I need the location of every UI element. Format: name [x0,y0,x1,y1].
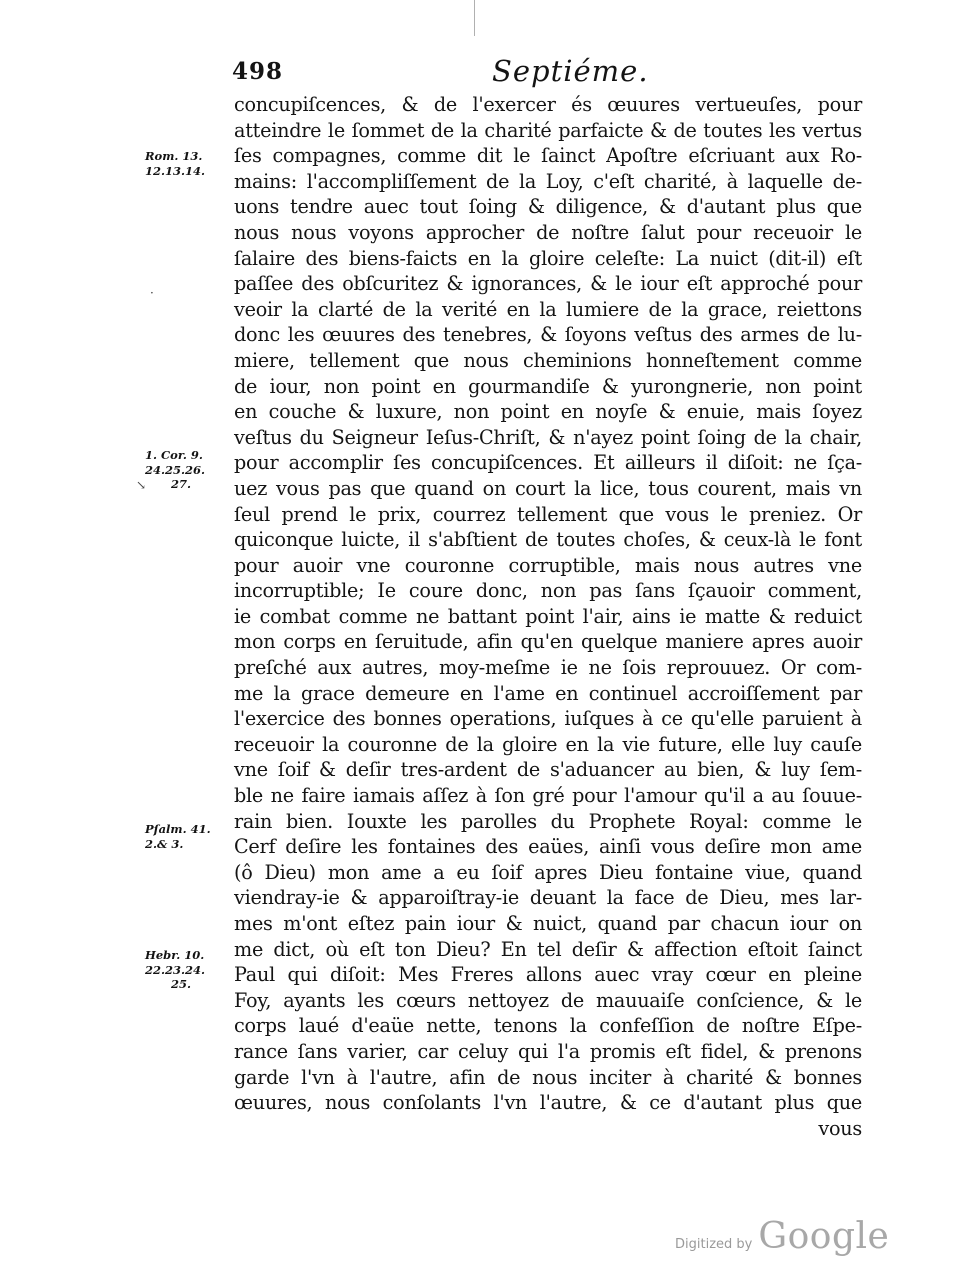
text-line: uons tendre auec tout ſoing & diligence, & d'autant plus que [234,195,862,219]
text-line: mes m'ont eſtez pain iour & nuict, quand par chacun iour on [234,912,862,935]
text-line: veoir la clarté de la verité en la lumiere de la grace, reiettons [234,297,862,321]
google-logo: Google [758,1216,890,1257]
margin-note-hebrews [145,948,225,992]
text-line: pour accomplir ſes concupiſcences. Et ailleurs il diſoit: ne ſça- [234,451,862,475]
ink-speck: ↘ [136,478,147,492]
digitized-label: Digitized by [675,1237,753,1252]
text-line: en couche & luxure, non point en noyſe & enuie, mais ſoyez [234,400,862,424]
margin-note-reference: Hebr. 10. [145,948,205,962]
margin-note-verses-cont: 25. [171,977,192,991]
text-line: uez vous pas que quand on court la lice, tous courent, mais vn [234,476,862,500]
gutter-rule [474,0,475,36]
margin-note-verses: 12.13.14. [145,163,206,178]
text-line: receuoir la couronne de la gloire en la vie future, elle luy cauſe [234,732,862,756]
digitized-by-google-watermark [675,1216,889,1257]
margin-note-verses: 22.23.24. [145,962,206,977]
running-head: Septiéme. [492,54,649,88]
text-line: vne ſoif & deſir tres-ardent de s'aduancer au bien, & luy ſem- [234,758,862,782]
text-line: me la grace demeure en l'ame en continuel accroiſſement par [234,681,862,705]
text-line: l'exercice des bonnes operations, iuſques à ce qu'elle paruient à [234,707,862,731]
text-line: Paul qui diſoit: Mes Freres allons auec vray cœur en pleine [234,963,862,987]
text-line: ſalaire des biens-faicts en la gloire celeſte: La nuict (dit-il) eſt [234,246,862,270]
text-line: Foy, ayants les cœurs nettoyez de mauuaiſe conſcience, & le [234,988,862,1012]
text-line: rain bien. Iouxte les parolles du Prophete Royal: comme le [234,809,862,833]
body-text [234,92,862,1141]
margin-note-verses: 24.25.26. [145,462,206,477]
text-line: concupiſcences, & de l'exercer és œuures vertueuſes, pour [234,93,862,116]
text-line: paſſee des obſcuritez & ignorances, & le iour eſt approché pour [234,272,862,296]
text-line: ſes compagnes, comme dit le ſainct Apoſtre eſcriuant aux Ro- [234,144,862,168]
text-line: preſché aux autres, moy-meſme ie ne ſois reprouuez. Or com- [234,656,862,680]
text-line: veſtus du Seigneur Ieſus-Chriſt, & n'ayez point ſoing de la chair, [234,425,862,449]
page-number: 498 [232,58,284,85]
text-line: mon corps en ſeruitude, afin qu'en quelque maniere apres auoir [234,630,862,654]
margin-note-reference: 1. Cor. 9. [145,448,203,462]
margin-note-verses-cont: 27. [171,477,192,491]
margin-note-reference: Pſalm. 41. [145,822,211,836]
text-line: nous nous voyons approcher de noſtre ſalut pour receuoir le [234,220,862,244]
ink-speck: · [150,286,154,300]
text-line: ſeul prend le prix, courrez tellement que vous le preniez. Or [234,502,862,526]
text-line: donc les œuures des tenebres, & ſoyons veſtus des armes de lu- [234,323,862,347]
text-line: de iour, non point en gourmandiſe & yurongnerie, non point [234,374,862,398]
text-line: me dict, où eſt ton Dieu? En tel deſir & affection eſtoit ſainct [234,937,862,961]
text-line: miere, tellement que nous cheminions honneſtement comme [234,348,862,372]
text-line: ble ne faire iamais aſſez à ſon gré pour l'amour qu'il a au ſouue- [234,784,862,808]
text-line: pour auoir vne couronne corruptible, mais nous autres vne [234,553,862,577]
text-line: ie combat comme ne battant point l'air, ains ie matte & reduict [234,604,862,628]
margin-note-psalm [145,822,225,851]
text-line: viendray-ie & apparoiſtray-ie deuant la face de Dieu, mes lar- [234,886,862,910]
text-line: rance ſans varier, car celuy qui l'a promis eſt fidel, & prenons [234,1039,862,1063]
catchword: vous [818,1116,862,1140]
text-line: œuures, nous conſolants l'vn l'autre, & ce d'autant plus que [234,1091,862,1115]
text-line: atteindre le ſommet de la charité parfaicte & de toutes les vertus [234,118,862,142]
text-line: corps laué d'eaüe nette, tenons la confeſſion de noſtre Eſpe- [234,1014,862,1038]
text-line: Cerf deſire les fontaines des eaües, ainſi vous deſire mon ame [234,835,862,859]
margin-note-romans [145,149,225,178]
text-line: incorruptible; Ie coure donc, non pas ſans ſçauoir comment, [234,579,862,603]
text-line: mains: l'accompliſſement de la Loy, c'eſt charité, à laquelle de- [234,169,862,193]
margin-note-reference: Rom. 13. [145,149,203,163]
text-line: (ô Dieu) mon ame a eu ſoif apres Dieu fontaine viue, quand [234,860,862,884]
text-line: garde l'vn à l'autre, afin de nous inciter à charité & bonnes [234,1065,862,1089]
text-line: quiconque luicte, il s'abſtient de toutes choſes, & ceux-là le font [234,528,862,552]
margin-note-corinthians [145,448,225,492]
margin-note-verses: 2.& 3. [145,836,184,851]
